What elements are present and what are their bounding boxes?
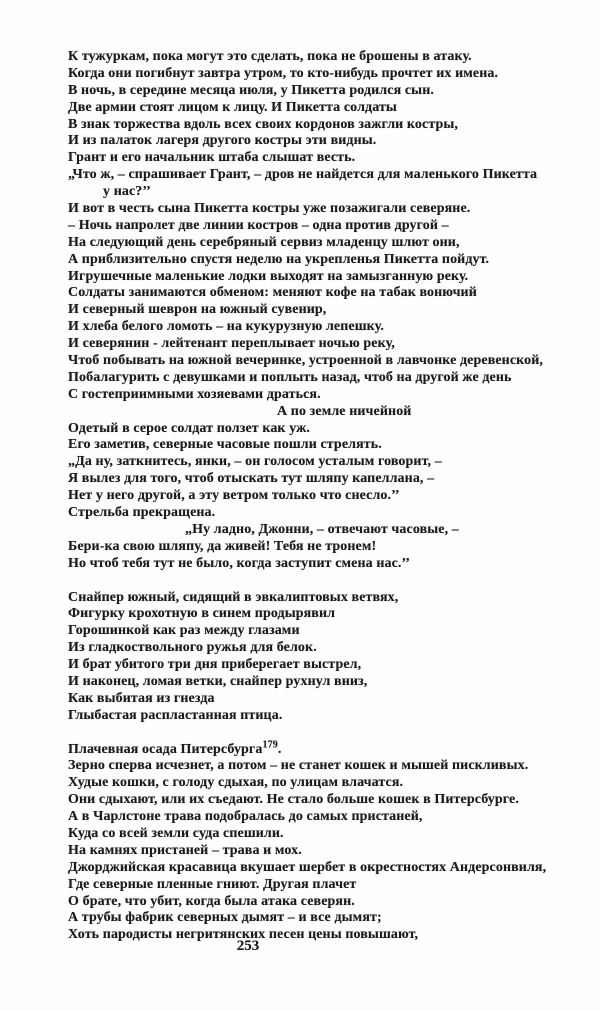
poem-line: А приблизительно спустя неделю на укрепленья Пикетта пойдут. [68,251,490,267]
poem-line: Горошинкой как раз между глазами [68,623,300,639]
poem-line: Где северные пленные гниют. Другая плачет [68,876,357,892]
poem-line: Грант и его начальник штаба слышат весть. [68,150,356,166]
poem-line: О брате, что убит, когда была атака северян. [68,893,355,909]
poem-line: И северянин - лейтенант переплывает ночью реку, [68,336,395,352]
poem-line: Глыбастая распластанная птица. [68,707,283,723]
poem-line: На камнях пристаней – трава и мох. [68,842,302,858]
poem-line: А по земле ничейной [277,403,412,419]
poem-line: Когда они погибнут завтра утром, то кто-нибудь прочтет их имена. [68,65,499,81]
poem-line: Его заметив, северные часовые пошли стрелять. [68,437,382,453]
poem-line: Две армии стоят лицом к лицу. И Пикетта солдаты [68,99,397,115]
poem-line: А в Чарлстоне трава подобралась до самых пристаней, [68,809,423,825]
page-number: 253 [236,938,260,954]
poem-line: Фигурку крохотную в синем продырявил [68,606,336,622]
poem-line: А трубы фабрик северных дымят – и все дымят; [68,910,382,926]
poem-line: И вот в честь сына Пикетта костры уже позажигали северяне. [68,201,471,217]
poem-line: Как выбитая из гнезда [68,690,215,706]
poem-line: Побалагурить с девушками и поплыть назад, чтоб на другой же день [68,369,512,385]
footnote-line-suffix: . [277,741,282,757]
poem-line: Солдаты занимаются обменом: меняют кофе на табак вонючий [68,285,477,301]
poem-line: – Ночь напролет две линии костров – одна против другой – [68,217,449,233]
poem-line: Я вылез для того, чтоб отыскать тут шляпу капеллана, – [68,471,435,487]
poem-line: И наконец, ломая ветки, снайпер рухнул вниз, [68,673,368,689]
poem-line: „Да ну, заткнитесь, янки, – он голосом усталым говорит, – [68,454,442,470]
poem-line: Игрушечные маленькие лодки выходят на замызганную реку. [68,268,469,284]
poem-line: Одетый в серое солдат ползет как уж. [68,420,310,436]
poem-line: Нет у него другой, а эту ветром только что снесло.’’ [68,488,400,504]
poem-text [68,49,568,944]
poem-line: Зерно сперва исчезнет, а потом – не станет кошек и мышей пискливых. [68,758,529,774]
poem-line: В знак торжества вдоль всех своих кордонов зажгли костры, [68,116,458,132]
poem-line: Они сдыхают, или их съедают. Не стало больше кошек в Питерсбурге. [68,792,519,808]
poem-line: И северный шеврон на южный сувенир, [68,302,327,318]
poem-line: С гостеприимными хозяевами драться. [68,386,321,402]
poem-line: Джорджийская красавица вкушает шербет в окрестностях Андерсонвиля, [68,859,547,875]
poem-line: Бери-ка свою шляпу, да живей! Тебя не тронем! [68,538,377,554]
poem-line: „Что ж, – спрашивает Грант, – дров не найдется для маленького Пикетта [68,167,538,183]
poem-line: Худые кошки, с голоду сдыхая, по улицам влачатся. [68,775,404,791]
poem-line: Стрельба прекращена. [68,505,216,521]
poem-line: Снайпер южный, сидящий в эвкалиптовых ветвях, [68,589,399,605]
poem-line: Куда со всей земли суда спешили. [68,825,284,841]
poem-line: Но чтоб тебя тут не было, когда заступит смена нас.’’ [68,555,410,571]
poem-line: Чтоб побывать на южной вечеринке, устроенной в лавчонке деревенской, [68,353,543,369]
poem-line: Из гладкоствольного ружья для белок. [68,640,317,656]
blank-line [68,573,568,590]
poem-line: В ночь, в середине месяца июля, у Пикетта родился сын. [68,82,434,98]
poem-line: И хлеба белого ломоть – на кукурузную лепешку. [68,319,384,335]
poem-line: у нас?’’ [103,184,151,200]
poem-line: И брат убитого три дня приберегает выстрел, [68,657,362,673]
poem-line [68,738,568,759]
footnote-line-text: Плачевная осада Питерсбурга [68,741,263,757]
poem-line: На следующий день серебряный сервиз младенцу шлют они, [68,234,460,250]
poem-line: Хоть пародисты негритянских песен цены повышают, [68,927,419,943]
poem-line: К тужуркам, пока могут это сделать, пока не брошены в атаку. [68,49,472,64]
poem-line: „Ну ладно, Джонни, – отвечают часовые, – [185,521,459,537]
blank-line [68,725,568,742]
poem-line: И из палаток лагеря другого костры эти видны. [68,133,377,149]
footnote-reference-number: 179 [262,738,278,750]
